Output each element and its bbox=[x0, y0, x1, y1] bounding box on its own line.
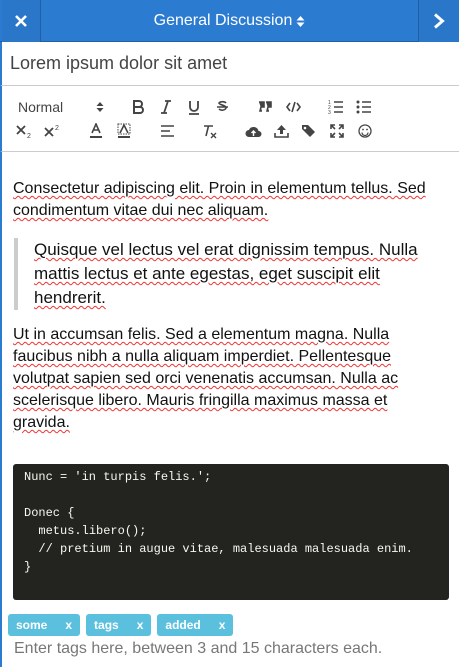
top-bar bbox=[0, 0, 459, 42]
send-button[interactable] bbox=[418, 0, 459, 42]
text-color-button[interactable] bbox=[85, 121, 107, 141]
superscript-icon bbox=[44, 124, 62, 138]
paragraph-1 bbox=[13, 178, 448, 222]
tag-item bbox=[8, 614, 80, 636]
emoji-icon bbox=[358, 124, 372, 138]
subscript-button[interactable] bbox=[14, 121, 36, 141]
underline-icon bbox=[188, 100, 200, 115]
underline-button[interactable] bbox=[183, 97, 205, 117]
blockquote bbox=[14, 238, 448, 310]
fullscreen-icon bbox=[330, 124, 344, 138]
svg-text:1: 1 bbox=[328, 100, 331, 106]
background-color-button[interactable] bbox=[113, 121, 135, 141]
select-caret-icon bbox=[96, 101, 104, 113]
background-color-icon bbox=[117, 123, 131, 139]
tag-item bbox=[157, 614, 233, 636]
chevron-right-icon bbox=[433, 13, 445, 29]
svg-text:2: 2 bbox=[27, 133, 31, 138]
italic-button[interactable] bbox=[155, 97, 177, 117]
strike-button[interactable] bbox=[211, 97, 233, 117]
ordered-list-button[interactable] bbox=[325, 97, 347, 117]
align-button[interactable] bbox=[156, 121, 178, 141]
topic-title: General Discussion bbox=[153, 12, 293, 29]
header-format-value: Normal bbox=[18, 99, 64, 115]
clean-format-icon bbox=[202, 124, 218, 139]
bold-button[interactable] bbox=[127, 97, 149, 117]
header-format-select[interactable] bbox=[18, 97, 104, 117]
emoji-button[interactable] bbox=[354, 121, 376, 141]
remove-tag-button[interactable]: x bbox=[136, 618, 144, 632]
subscript-icon bbox=[16, 124, 34, 138]
tag-list bbox=[8, 614, 233, 636]
upload-cloud-button[interactable] bbox=[242, 121, 264, 141]
subject-text: Lorem ipsum dolor sit amet bbox=[10, 53, 228, 73]
tag-label: tags bbox=[94, 618, 119, 632]
italic-icon bbox=[160, 100, 172, 114]
upload-button[interactable] bbox=[270, 121, 292, 141]
clean-format-button[interactable] bbox=[199, 121, 221, 141]
svg-text:2: 2 bbox=[328, 105, 331, 111]
bullet-list-icon bbox=[356, 100, 372, 114]
sort-caret-icon bbox=[296, 15, 305, 28]
editor-left-border bbox=[0, 600, 2, 667]
bold-icon bbox=[132, 100, 144, 114]
code-button[interactable] bbox=[282, 97, 304, 117]
paragraph-1-text: Consectetur adipiscing elit. Proin in elementum tellus. Sed condimentum vitae dui nec aliquam. bbox=[13, 180, 426, 219]
code-icon bbox=[286, 101, 301, 113]
remove-tag-button[interactable]: x bbox=[218, 618, 226, 632]
fullscreen-button[interactable] bbox=[326, 121, 348, 141]
topic-selector[interactable] bbox=[40, 0, 419, 42]
ordered-list-icon bbox=[328, 100, 344, 114]
superscript-button[interactable] bbox=[42, 121, 64, 141]
tags-button[interactable] bbox=[298, 121, 320, 141]
text-color-icon bbox=[89, 123, 103, 139]
tags-icon bbox=[301, 124, 317, 138]
paragraph-2-text: Ut in accumsan felis. Sed a elementum magna. Nulla faucibus nibh a nulla aliquam imperdiet. Pellentesque volutpat sapien sed orci venenatis accumsan. Nulla ac scelerisque libero. Mauris fringilla maximus massa et gravida. bbox=[13, 326, 399, 431]
editor-toolbar bbox=[0, 86, 459, 152]
bullet-list-button[interactable] bbox=[353, 97, 375, 117]
blockquote-text: Quisque vel lectus vel erat dignissim tempus. Nulla mattis lectus et ante egestas, eget suscipit elit hendrerit. bbox=[34, 240, 418, 307]
svg-text:2: 2 bbox=[55, 125, 59, 132]
blockquote-button[interactable] bbox=[254, 97, 276, 117]
align-icon bbox=[160, 125, 175, 137]
tag-input[interactable] bbox=[14, 640, 454, 658]
upload-icon bbox=[274, 124, 289, 138]
tag-label: some bbox=[16, 618, 48, 632]
strike-icon bbox=[216, 100, 229, 114]
blockquote-icon bbox=[258, 101, 272, 113]
code-block: Nunc = 'in turpis felis.'; Donec { metus.libero(); // pretium in augue vitae, malesuada malesuada enim. } bbox=[13, 464, 449, 600]
subject-field[interactable] bbox=[0, 42, 459, 86]
remove-tag-button[interactable]: x bbox=[65, 618, 73, 632]
close-button[interactable] bbox=[2, 0, 41, 42]
svg-text:3: 3 bbox=[328, 110, 331, 114]
upload-cloud-icon bbox=[245, 125, 262, 138]
paragraph-2 bbox=[13, 324, 448, 434]
tag-item bbox=[86, 614, 151, 636]
tag-label: added bbox=[165, 618, 201, 632]
close-icon bbox=[14, 14, 28, 28]
